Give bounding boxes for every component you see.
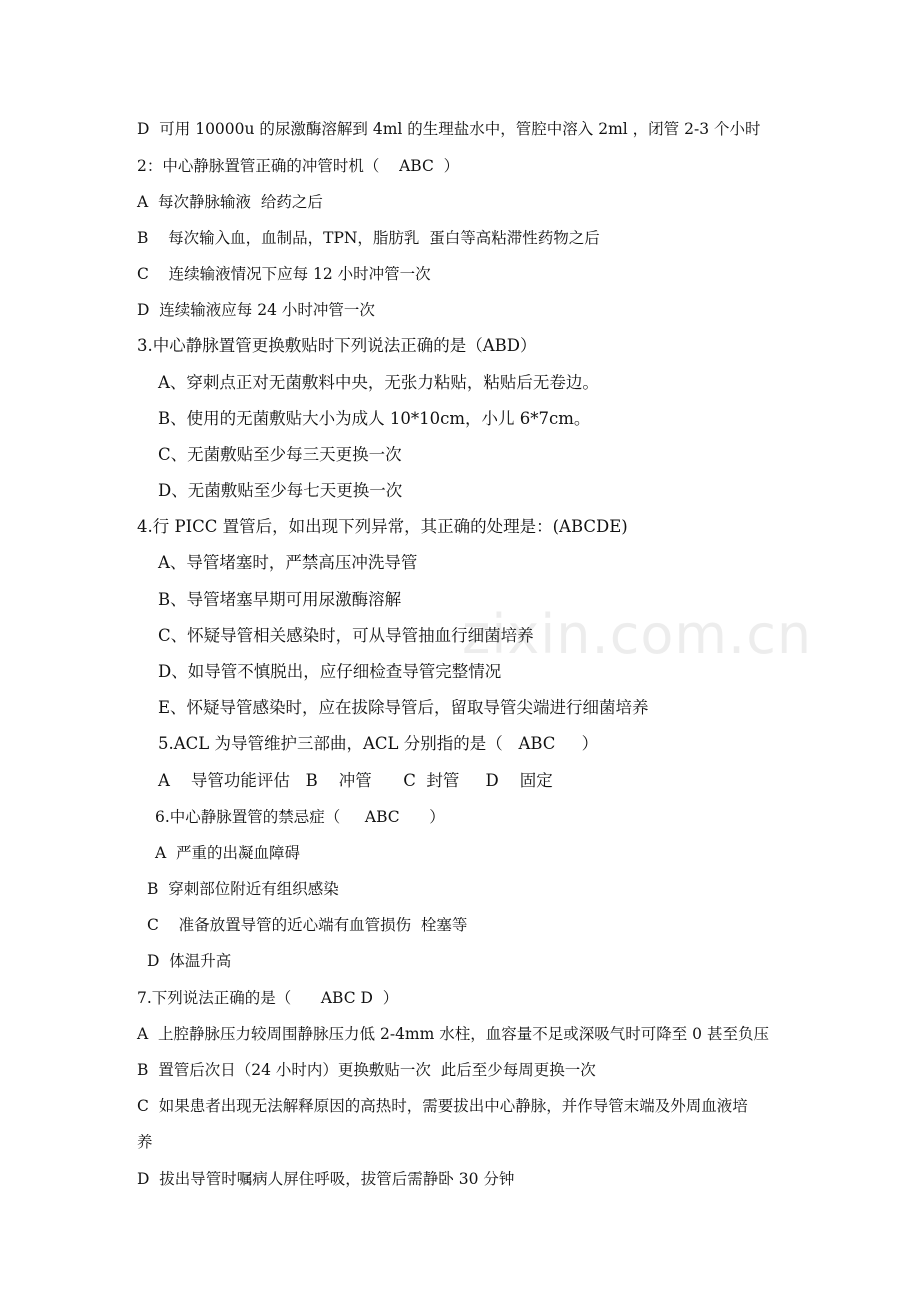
option-2b: B 每次输入血，血制品，TPN，脂肪乳 蛋白等高粘滞性药物之后 [137,229,600,247]
question-6: 6.中心静脉置管的禁忌症（ ABC ） [155,808,445,826]
question-3: 3.中心静脉置管更换敷贴时下列说法正确的是（ABD） [137,336,537,355]
option-7d: D 拔出导管时嘱病人屏住呼吸，拔管后需静卧 30 分钟 [137,1170,515,1188]
option-6b: B 穿刺部位附近有组织感染 [147,880,339,898]
option-2a: A 每次静脉输液 给药之后 [137,193,323,211]
option-3a: A、穿刺点正对无菌敷料中央，无张力粘贴，粘贴后无卷边。 [158,373,599,392]
option-6c: C 准备放置导管的近心端有血管损伤 栓塞等 [147,916,468,934]
option-7c-continued: 养 [137,1133,153,1151]
question-7: 7.下列说法正确的是（ ABC D ） [137,989,399,1007]
option-3c: C、无菌敷贴至少每三天更换一次 [158,445,402,464]
option-7a: A 上腔静脉压力较周围静脉压力低 2-4mm 水柱，血容量不足或深吸气时可降至 0 甚至负压 [137,1025,769,1043]
option-4b: B、导管堵塞早期可用尿激酶溶解 [158,590,402,609]
option-6d: D 体温升高 [147,952,232,970]
question-4: 4.行 PICC 置管后，如出现下列异常，其正确的处理是：(ABCDE) [137,517,628,536]
option-4e: E、怀疑导管感染时，应在拔除导管后，留取导管尖端进行细菌培养 [158,698,649,717]
option-6a: A 严重的出凝血障碍 [155,844,301,862]
options-5: A 导管功能评估 B 冲管 C 封管 D 固定 [158,771,553,790]
option-3b: B、使用的无菌敷贴大小为成人 10*10cm，小儿 6*7cm。 [158,409,591,428]
option-4a: A、导管堵塞时，严禁高压冲洗导管 [158,553,418,572]
question-2: 2：中心静脉置管正确的冲管时机（ ABC ） [137,157,460,175]
option-2c: C 连续输液情况下应每 12 小时冲管一次 [137,265,431,283]
option-4d: D、如导管不慎脱出，应仔细检查导管完整情况 [158,662,502,681]
option-7c: C 如果患者出现无法解释原因的高热时，需要拔出中心静脉，并作导管末端及外周血液培 [137,1097,748,1115]
option-7b: B 置管后次日（24 小时内）更换敷贴一次 此后至少每周更换一次 [137,1061,596,1079]
question-5: 5.ACL 为导管维护三部曲，ACL 分别指的是（ ABC ） [158,734,599,753]
option-2d: D 连续输液应每 24 小时冲管一次 [137,301,375,319]
answer-line-1-d: D 可用 10000u 的尿激酶溶解到 4ml 的生理盐水中，管腔中溶入 2ml ，闭管 2-3 个小时 [137,120,761,138]
option-4c: C、怀疑导管相关感染时，可从导管抽血行细菌培养 [158,626,534,645]
option-3d: D、无菌敷贴至少每七天更换一次 [158,481,403,500]
watermark: zixin.com.cn [462,603,813,666]
